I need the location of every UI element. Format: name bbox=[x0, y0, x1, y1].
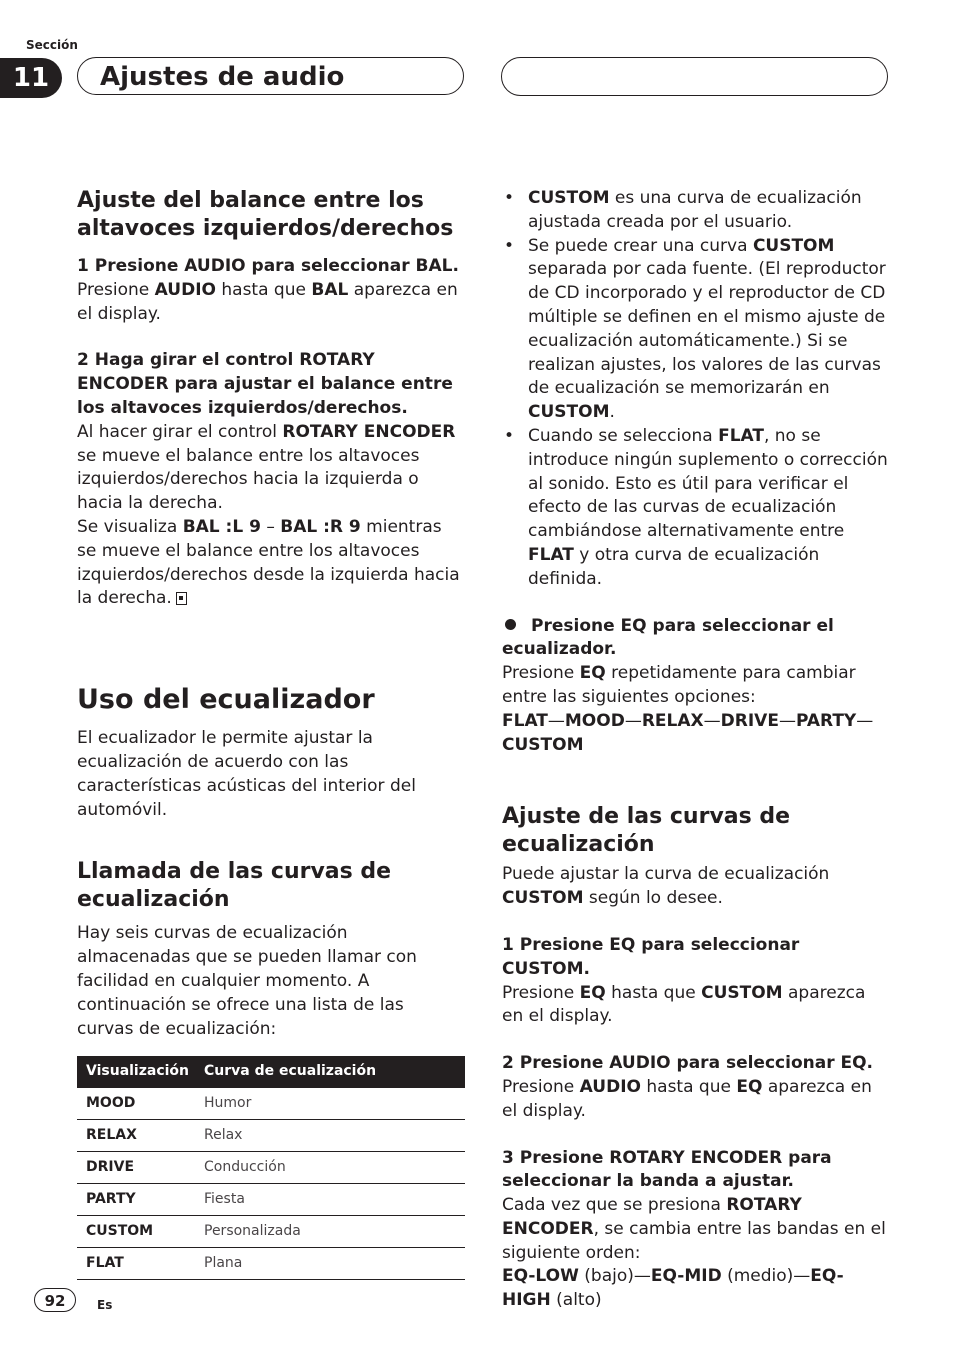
header-empty-box bbox=[501, 57, 888, 96]
adjust-step3-body: Cada vez que se presiona ROTARY ENCODER, se cambia entre las bandas en el siguiente orden: bbox=[502, 1195, 886, 1263]
table-row: RELAX Relax bbox=[77, 1120, 465, 1152]
equalizer-heading: Uso del ecualizador bbox=[77, 684, 375, 716]
list-item: • CUSTOM es una curva de ecualización ajustada creada por el usuario. bbox=[502, 187, 890, 235]
adjust-heading: Ajuste de las curvas de ecualización bbox=[502, 804, 791, 858]
list-item: • Se puede crear una curva CUSTOM separada por cada fuente. (El reproductor de CD incorporado y el reproductor de CD múltiple se definen en el mismo ajuste de ecualización automáticamente.) Si se realizan ajustes, los valores de las curvas de ecualización se memorizarán en CUSTOM. bbox=[502, 235, 890, 425]
table-row: DRIVE Conducción bbox=[77, 1152, 465, 1184]
adjust-step1-body: Presione EQ hasta que CUSTOM aparezca en el display. bbox=[502, 982, 866, 1027]
balance-step1-title: 1 Presione AUDIO para seleccionar BAL. bbox=[77, 256, 459, 276]
eq-bands: EQ-LOW (bajo)—EQ-MID (medio)—EQ-HIGH (alto) bbox=[502, 1266, 844, 1311]
step-dot-icon bbox=[505, 619, 516, 630]
press-eq-body: Presione EQ repetidamente para cambiar entre las siguientes opciones: bbox=[502, 663, 856, 707]
balance-step1-body: Presione AUDIO hasta que BAL aparezca en el display. bbox=[77, 279, 458, 324]
balance-step2-body-a: Al hacer girar el control ROTARY ENCODER se mueve el balance entre los altavoces izquierdos/derechos hacia la izquierda o hacia la derecha. bbox=[77, 421, 456, 514]
equalizer-intro: El ecualizador le permite ajustar la ecualización de acuerdo con las características acústicas del interior del automóvil. bbox=[77, 728, 416, 820]
page-title: Ajustes de audio bbox=[77, 57, 464, 95]
section-label: Sección bbox=[26, 38, 78, 52]
adjust-intro: Puede ajustar la curva de ecualización CUSTOM según lo desee. bbox=[502, 864, 830, 909]
page-number: 92 bbox=[34, 1288, 76, 1312]
recall-body: Hay seis curvas de ecualización almacenadas que se pueden llamar con facilidad en cualquier momento. A continuación se ofrece una lista de las curvas de ecualización: bbox=[77, 923, 417, 1039]
eq-sequence: FLAT—MOOD—RELAX—DRIVE—PARTY—CUSTOM bbox=[502, 710, 874, 755]
table-header-curve: Curva de ecualización bbox=[195, 1056, 465, 1088]
press-eq-title: Presione EQ para seleccionar el ecualizador. bbox=[502, 615, 834, 660]
adjust-step1-title: 1 Presione EQ para seleccionar CUSTOM. bbox=[502, 934, 800, 979]
adjust-step3-title: 3 Presione ROTARY ENCODER para seleccionar la banda a ajustar. bbox=[502, 1147, 832, 1192]
table-row: MOOD Humor bbox=[77, 1088, 465, 1120]
recall-heading: Llamada de las curvas de ecualización bbox=[77, 859, 392, 913]
list-item: • Cuando se selecciona FLAT, no se introduce ningún suplemento o corrección al sonido. Esto es útil para verificar el efecto de las curvas de ecualización cambiándose alternativamente entre FLAT y otra curva de ecualización definida. bbox=[502, 425, 890, 592]
table-header-row bbox=[77, 1056, 465, 1088]
table-row: CUSTOM Personalizada bbox=[77, 1216, 465, 1248]
adjust-step2-body: Presione AUDIO hasta que EQ aparezca en el display. bbox=[502, 1076, 872, 1121]
left-column bbox=[77, 187, 465, 1280]
table-row: FLAT Plana bbox=[77, 1248, 465, 1280]
end-of-section-icon bbox=[176, 592, 187, 605]
eq-curves-table bbox=[77, 1056, 465, 1280]
right-column bbox=[502, 187, 890, 1313]
table-row: PARTY Fiesta bbox=[77, 1184, 465, 1216]
section-number: 11 bbox=[0, 58, 62, 98]
language-code: Es bbox=[97, 1298, 113, 1312]
balance-step2-body-b: Se visualiza BAL :L 9 – BAL :R 9 mientras se mueve el balance entre los altavoces izquierdos/derechos desde la izquierda hacia la derecha. bbox=[77, 516, 460, 609]
balance-step2-title: 2 Haga girar el control ROTARY ENCODER para ajustar el balance entre los altavoces izquierdos/derechos. bbox=[77, 350, 453, 418]
custom-bullets bbox=[502, 187, 890, 592]
table-header-display: Visualización bbox=[77, 1056, 195, 1088]
adjust-step2-title: 2 Presione AUDIO para seleccionar EQ. bbox=[502, 1053, 874, 1074]
balance-heading: Ajuste del balance entre los altavoces izquierdos/derechos bbox=[77, 188, 454, 241]
